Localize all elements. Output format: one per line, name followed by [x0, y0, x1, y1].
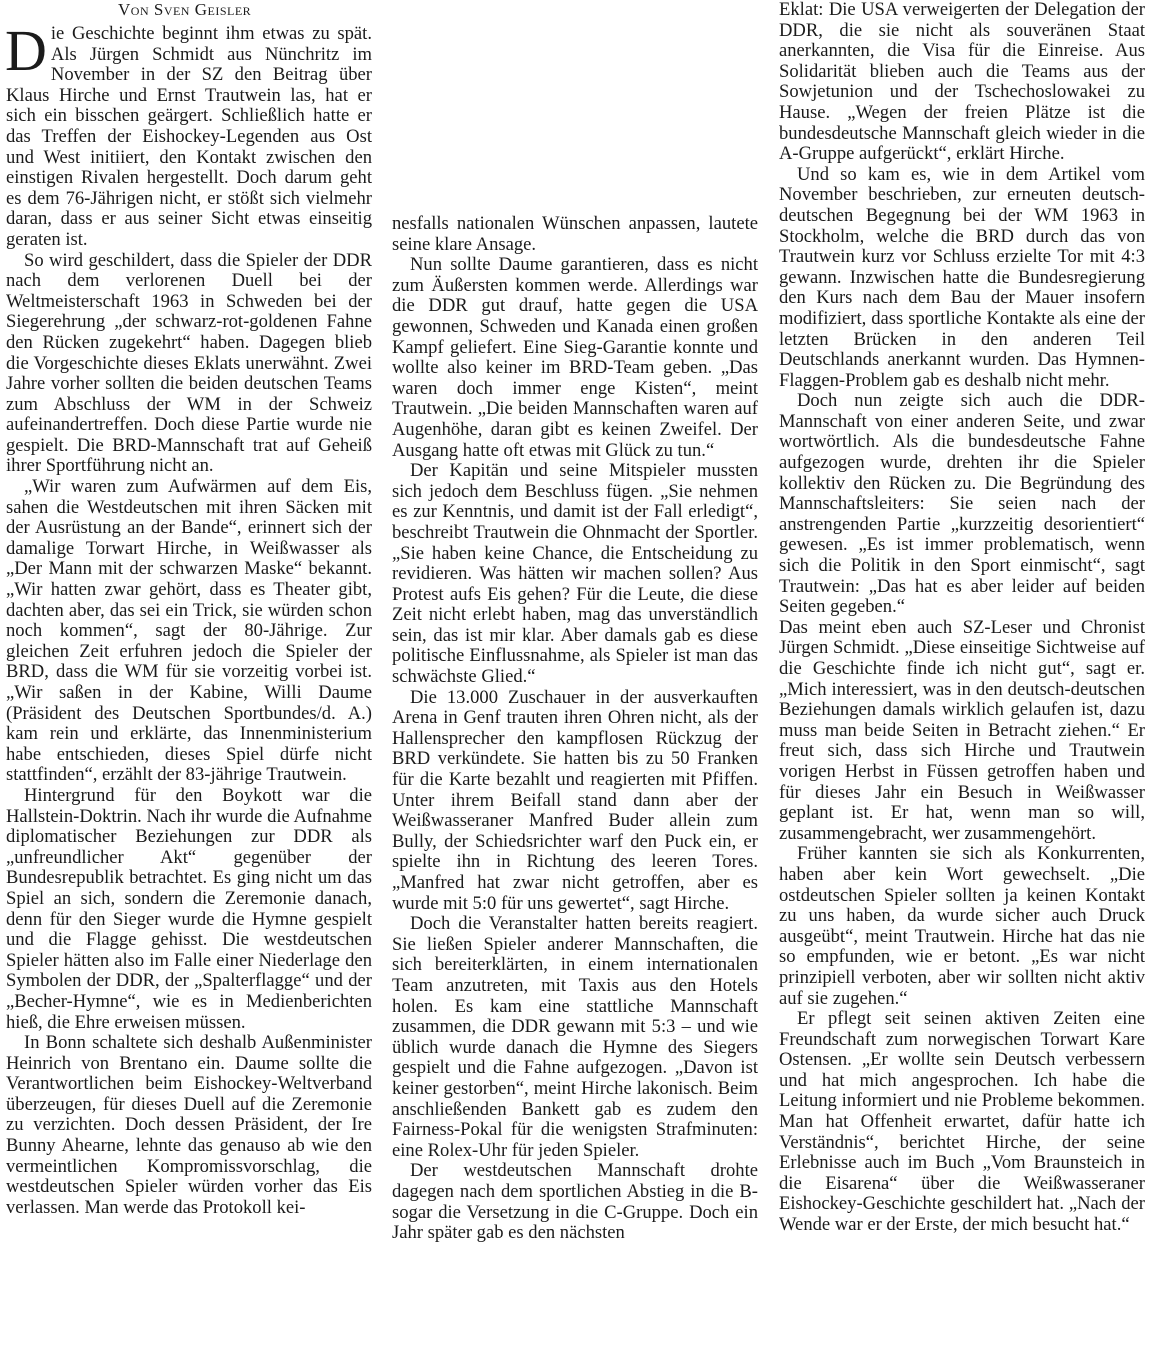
article-column-2 [392, 214, 758, 1244]
article-paragraph: Früher kannten sie sich als Konkurrenten, haben aber kein Wort gewechselt. „Die ostdeutschen Spieler sollten ja keinen Kontakt zu uns haben, da wurde sicher auch Druck ausgeübt“, meint Trautwein. Hirche hat das nie so empfunden, wie er betont. „Es war nicht prinzipiell verboten, aber wir sollten nicht aktiv auf sie zugehen.“ [779, 843, 1145, 1009]
article-paragraph: Nun sollte Daume garantieren, dass es nicht zum Äußersten kommen werde. Allerdings war die DDR gut drauf, hatte gegen die USA gewonnen, Schweden und Kanada einen großen Kampf geliefert. Eine Sieg-Garantie konnte und wollte also keiner im BRD-Team geben. „Das waren doch immer enge Kisten“, meint Trautwein. „Die beiden Mannschaften waren auf Augenhöhe, daran gibt es keinen Zweifel. Der Ausgang hatte oft etwas mit Glück zu tun.“ [392, 254, 758, 461]
article-column-1 [6, 0, 372, 1218]
article-paragraph: So wird geschildert, dass die Spieler der DDR nach dem verlorenen Duell bei der Weltmeisterschaft 1963 in Schweden bei der Siegerehrung „der schwarz-rot-goldenen Fahne den Rücken zugekehrt“ haben. Dagegen blieb die Vorgeschichte dieses Eklats unerwähnt. Zwei Jahre vorher sollten die beiden deutschen Teams zum Abschluss der WM in der Schweiz aufeinandertreffen. Doch diese Partie wurde nie gespielt. Die BRD-Mannschaft trat auf Geheiß ihrer Sportführung nicht an. [6, 249, 372, 477]
article-paragraph: Die 13.000 Zuschauer in der ausverkauften Arena in Genf trauten ihren Ohren nicht, als der Hallensprecher den kampflosen Rückzug der BRD verkündete. Sie hatten bis zu 50 Franken für die Karte bezahlt und reagierten mit Pfiffen. Unter ihrem Beifall stand dann aber der Weißwasseraner Manfred Buder allein zum Bully, der Schiedsrichter warf den Puck ein, er spielte ihn in Richtung des leeren Tores. „Manfred hat zwar nicht getroffen, aber es wurde mit 5:0 für uns gewertet“, sagt Hirche. [392, 686, 758, 914]
article-paragraph: Doch nun zeigte sich auch die DDR-Mannschaft von einer anderen Seite, und zwar wortwörtlich. Als die bundesdeutsche Fahne aufgezogen wurde, drehten ihr die Spieler kollektiv den Rücken zu. Die Begründung des Mannschaftsleiters: Sie seien nach der anstrengenden Partie „kurzzeitig desorientiert“ gewesen. „Es ist immer problematisch, wenn sich die Politik in den Sport einmischt“, sagt Trautwein: „Das hat es aber leider auf beiden Seiten gegeben.“ [779, 390, 1145, 618]
article-paragraph: Das meint eben auch SZ-Leser und Chronist Jürgen Schmidt. „Diese einseitige Sichtweise auf die Geschichte finde ich nicht gut“, sagt er. „Mich interessiert, was in den deutsch-deutschen Beziehungen damals wirklich gelaufen ist, dazu muss man beide Seiten in Betracht ziehen.“ Er freut sich, dass sich Hirche und Trautwein vorigen Herbst in Füssen getroffen haben und für dieses Jahr ein Besuch in Weißwasser geplant ist. Er hat, wenn man so will, zusammengebracht, wer zusammengehört. [779, 616, 1145, 844]
article-paragraph: Doch die Veranstalter hatten bereits reagiert. Sie ließen Spieler anderer Mannschaften, die sich bereiterklärten, in einem internationalen Team anzutreten, mit Taxis aus den Hotels holen. Es kam eine stattliche Mannschaft zusammen, die DDR gewann mit 5:3 – und wie üblich wurde danach die Hymne des Siegers gespielt und die Fahne aufgezogen. „Davon ist keiner gestorben“, meint Hirche lakonisch. Beim anschließenden Bankett gab es zudem den Fairness-Pokal für die wenigsten Strafminuten: eine Rolex-Uhr für jeden Spieler. [392, 913, 758, 1161]
article-paragraph: Die Geschichte beginnt ihm etwas zu spät. Als Jürgen Schmidt aus Nünchritz im November in der SZ den Beitrag über Klaus Hirche und Ernst Trautwein las, hat er sich ein bisschen geärgert. Schließlich hatte er das Treffen der Eishockey-Legenden aus Ost und West initiiert, den Kontakt zwischen den einstigen Rivalen hergestellt. Doch darum geht es dem 76-Jährigen nicht, er stößt sich vielmehr daran, dass er aus seiner Sicht etwas einseitig geraten ist. [5, 18, 372, 250]
article-paragraph: Hintergrund für den Boykott war die Hallstein-Doktrin. Nach ihr wurde die Aufnahme diplomatischer Beziehungen zur DDR als „unfreundlicher Akt“ gegenüber der Bundesrepublik betrachtet. Es ging nicht um das Spiel an sich, sondern die Zeremonie danach, denn für den Sieger wurde die Hymne gespielt und die Flagge gehisst. Die westdeutschen Spieler hätten also im Falle einer Niederlage den Symbolen der DDR, der „Spalterflagge“ und der „Becher-Hymne“, wie es in Medienberichten hieß, die Ehre erweisen müssen. [6, 784, 372, 1033]
byline: Von Sven Geisler [118, 0, 252, 19]
article-paragraph: Eklat: Die USA verweigerten der Delegation der DDR, die sie nicht als souveränen Staat anerkannten, die Visa für die Einreise. Aus Solidarität blieben auch die Teams aus der Sowjetunion und der Tschechoslowakei zu Hause. „Wegen der freien Plätze ist die bundesdeutsche Mannschaft gleich wieder in die A-Gruppe aufgerückt“, erklärt Hirche. [779, 0, 1145, 165]
article-paragraph: In Bonn schaltete sich deshalb Außenminister Heinrich von Brentano ein. Daume sollte die Verantwortlichen beim Eishockey-Weltverband überzeugen, für dieses Duell auf die Zeremonie zu verzichten. Doch dessen Präsident, der Ire Bunny Ahearne, lehnte das genauso ab wie den vermeintlichen Kompromissvorschlag, die westdeutschen Spieler würden vorher das Eis verlassen. Man werde das Protokoll kei- [6, 1032, 372, 1218]
article-paragraph: nesfalls nationalen Wünschen anpassen, lautete seine klare Ansage. [392, 213, 758, 255]
drop-cap: D [5, 18, 47, 83]
article-paragraph: Der westdeutschen Mannschaft drohte dagegen nach dem sportlichen Abstieg in die B- sogar die Versetzung in die C-Gruppe. Doch ein Jahr später gab es den nächsten [392, 1160, 758, 1244]
article-paragraph: Er pflegt seit seinen aktiven Zeiten eine Freundschaft zum norwegischen Torwart Kare Ostensen. „Er wollte sein Deutsch verbessern und hat mich angesprochen. Ich habe die Leitung informiert und nie Probleme bekommen. Man hat Offenheit erwartet, dafür hatte ich Verständnis“, berichtet Hirche, der seine Erlebnisse auch im Buch „Vom Braunsteich in die Eisarena“ über die Weißwasseraner Eishockey-Geschichte geschildert hat. „Nach der Wende war er der Erste, der mich besucht hat.“ [779, 1008, 1145, 1236]
article-paragraph: Und so kam es, wie in dem Artikel vom November beschrieben, zur erneuten deutsch-deutschen Begegnung bei der WM 1963 in Stockholm, welche die BRD durch das von Trautwein kurz vor Schluss erzielte Tor mit 4:3 gewann. Inzwischen hatte die Bundesregierung den Kurs nach dem Bau der Mauer insofern modifiziert, dass sportliche Kontakte als eine der letzten Brücken in den anderen Teil Deutschlands anerkannt wurden. Das Hymnen-Flaggen-Problem gab es deshalb nicht mehr. [779, 163, 1145, 391]
article-paragraph: „Wir waren zum Aufwärmen auf dem Eis, sahen die Westdeutschen mit ihren Säcken mit der Ausrüstung an der Bande“, erinnert sich der damalige Torwart Hirche, in Weißwasser als „Der Mann mit der schwarzen Maske“ bekannt. „Wir hatten zwar gehört, dass es Theater gibt, dachten aber, das sei ein Trick, sie würden schon noch kommen“, sagt der 80-Jährige. Zur gleichen Zeit erfuhren jedoch die Spieler der BRD, dass die WM für sie vorzeitig vorbei ist. „Wir saßen in der Kabine, Willi Daume (Präsident des Deutschen Sportbundes/d. A.) kam rein und erklärte, das Innenministerium habe entschieden, dieses Spiel dürfe nicht stattfinden“, erzählt der 83-jährige Trautwein. [6, 476, 372, 786]
article-column-3 [779, 0, 1145, 1236]
article-paragraph: Der Kapitän und seine Mitspieler mussten sich jedoch dem Beschluss fügen. „Sie nehmen es zur Kenntnis, und damit ist der Fall erledigt“, beschreibt Trautwein die Ohnmacht der Sportler. „Sie haben keine Chance, die Entscheidung zu revidieren. Was hätten wir machen sollen? Aus Protest aufs Eis gehen? Für die Leute, die diese Zeit nicht erlebt haben, mag das unverständlich sein, das ist mir klar. Aber damals gab es diese politische Einflussnahme, als Spieler ist man das schwächste Glied.“ [392, 460, 758, 688]
